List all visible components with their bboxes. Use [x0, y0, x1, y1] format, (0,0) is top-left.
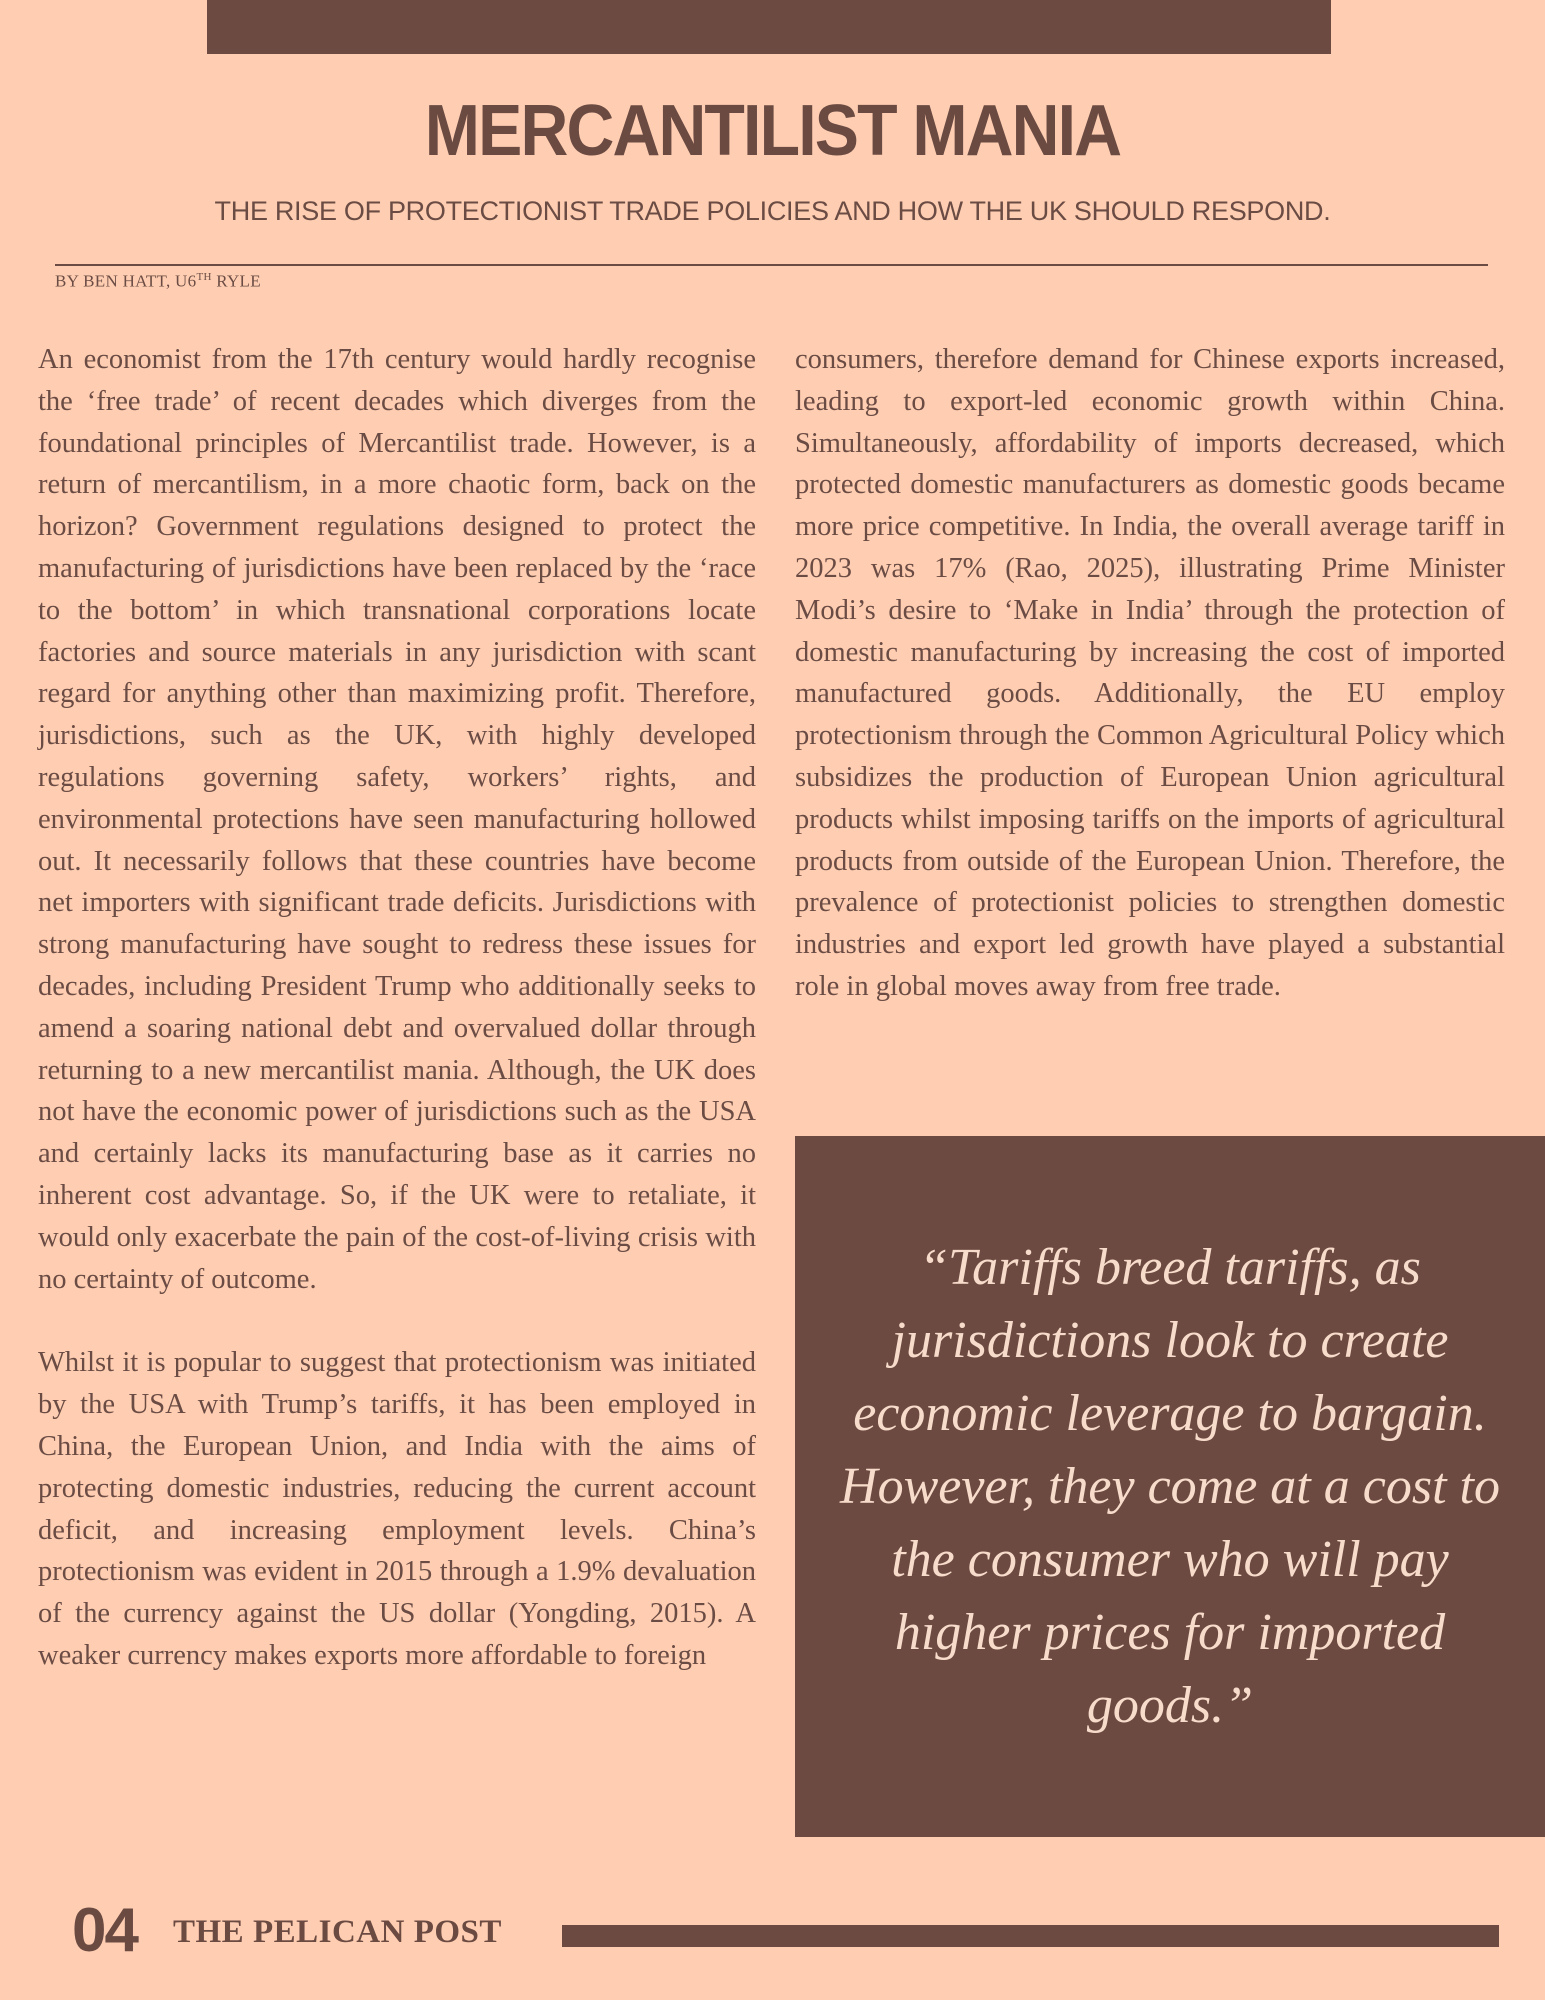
- footer-decorative-bar: [562, 1925, 1499, 1947]
- article-column-right: [795, 339, 1505, 1050]
- article-title: MERCANTILIST MANIA: [424, 91, 1121, 171]
- pull-quote-box: [795, 1136, 1545, 1837]
- body-paragraph: consumers, therefore demand for Chinese exports increased, leading to export-led economic growth within China. Simultaneously, affordability of imports decreased, which protected domestic manufacturers as domestic goods became more price competitive. In India, the overall average tariff in 2023 was 17% (Rao, 2025), illustrating Prime Minister Modi’s desire to ‘Make in India’ through the protection of domestic manufacturing by increasing the cost of imported manufactured goods. Additionally, the EU employ protectionism through the Common Agricultural Policy which subsidizes the production of European Union agricultural products whilst imposing tariffs on the imports of agricultural products from outside of the European Union. Therefore, the prevalence of protectionist policies to strengthen domestic industries and export led growth have played a substantial role in global moves away from free trade.: [795, 344, 1505, 1002]
- byline: [55, 271, 261, 292]
- byline-superscript: TH: [196, 271, 212, 283]
- body-paragraph: An economist from the 17th century would hardly recognise the ‘free trade’ of recent decades which diverges from the foundational principles of Mercantilist trade. However, is a return of mercantilism, in a more chaotic form, back on the horizon? Government regulations designed to protect the manufacturing of jurisdictions have been replaced by the ‘race to the bottom’ in which transnational corporations locate factories and source materials in any jurisdiction with scant regard for anything other than maximizing profit. Therefore, jurisdictions, such as the UK, with highly developed regulations governing safety, workers’ rights, and environmental protections have seen manufacturing hollowed out. It necessarily follows that these countries have become net importers with significant trade deficits. Jurisdictions with strong manufacturing have sought to redress these issues for decades, including President Trump who additionally seeks to amend a soaring national debt and overvalued dollar through returning to a new mercantilist mania. Although, the UK does not have the economic power of jurisdictions such as the USA and certainly lacks its manufacturing base as it carries no inherent cost advantage. So, if the UK were to retaliate, it would only exacerbate the pain of the cost-of-living crisis with no certainty of outcome.: [38, 344, 756, 1295]
- publication-name: THE PELICAN POST: [173, 1914, 502, 1950]
- page-number: 04: [72, 1896, 137, 1965]
- byline-author: BY BEN HATT, U6: [55, 271, 197, 291]
- pull-quote: “Tariffs breed tariffs, as jurisdictions look to create economic leverage to bargain. However, they come at a cost to the consumer who will pay higher prices for imported goods.”: [840, 1239, 1500, 1734]
- byline-house: RYLE: [211, 271, 261, 291]
- header-divider: [55, 264, 1488, 266]
- article-column-left: [38, 339, 756, 1719]
- article-subtitle: THE RISE OF PROTECTIONIST TRADE POLICIES AND HOW THE UK SHOULD RESPOND.: [214, 196, 1331, 226]
- body-paragraph: Whilst it is popular to suggest that protectionism was initiated by the USA with Trump’s tariffs, it has been employed in China, the European Union, and India with the aims of protecting domestic industries, reducing the current account deficit, and increasing employment levels. China’s protectionism was evident in 2015 through a 1.9% devaluation of the currency against the US dollar (Yongding, 2015). A weaker currency makes exports more affordable to foreign: [38, 1347, 756, 1671]
- header-decorative-bar: [207, 0, 1331, 54]
